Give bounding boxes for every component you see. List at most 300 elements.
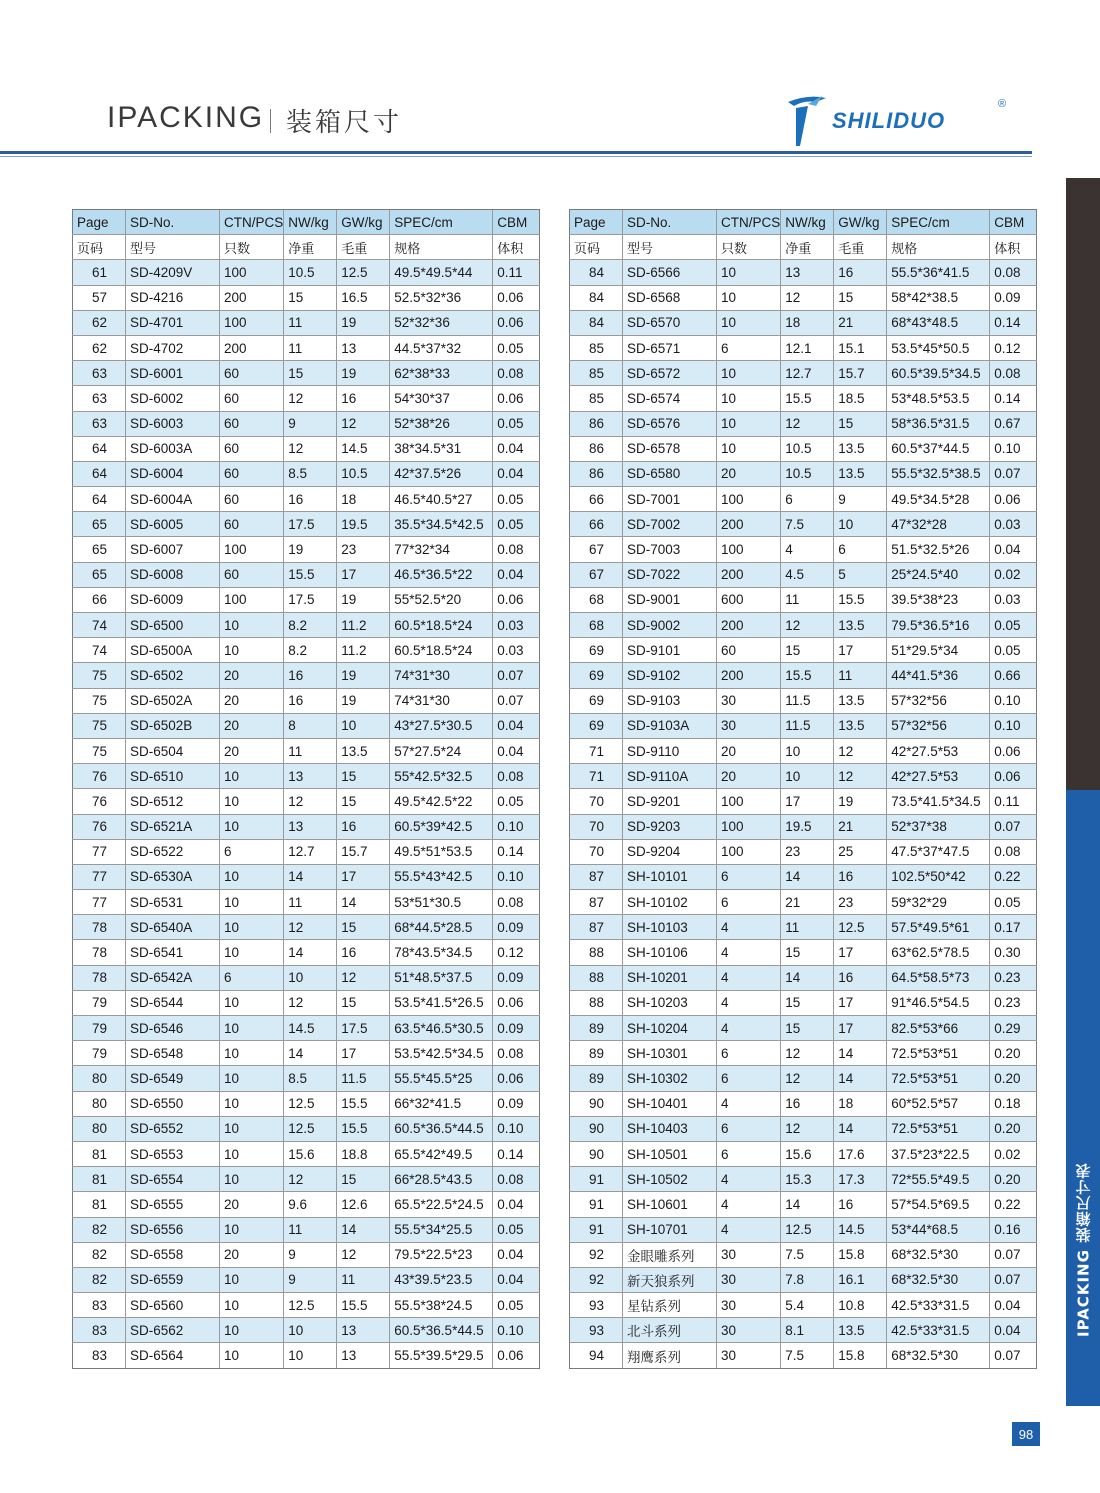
cell-sd-no: SD-7003 xyxy=(623,537,717,562)
cell-spec: 52*38*26 xyxy=(390,411,493,436)
cell-sd-no: SD-9002 xyxy=(623,613,717,638)
cell-page: 79 xyxy=(73,1041,126,1066)
cell-sd-no: 翔鹰系列 xyxy=(623,1343,717,1368)
table-row xyxy=(73,335,540,360)
cell-cbm: 0.06 xyxy=(493,587,540,612)
cell-gw: 15.5 xyxy=(337,1116,390,1141)
cell-ctn-pcs: 4 xyxy=(717,965,781,990)
cell-spec: 46.5*40.5*27 xyxy=(390,487,493,512)
table-row xyxy=(570,587,1037,612)
cell-spec: 57.5*49.5*61 xyxy=(887,915,990,940)
cell-gw: 17 xyxy=(337,562,390,587)
table-row xyxy=(73,1066,540,1091)
table-row xyxy=(570,1267,1037,1292)
cell-ctn-pcs: 10 xyxy=(220,864,284,889)
cell-gw: 15 xyxy=(337,1167,390,1192)
cell-sd-no: SH-10701 xyxy=(623,1217,717,1242)
cell-sd-no: SD-9204 xyxy=(623,839,717,864)
cell-gw: 10.8 xyxy=(834,1293,887,1318)
cell-cbm: 0.14 xyxy=(990,310,1037,335)
cell-nw: 12 xyxy=(284,789,337,814)
col-page-cn: 页码 xyxy=(73,235,126,260)
cell-nw: 12.5 xyxy=(781,1217,834,1242)
cell-cbm: 0.06 xyxy=(493,990,540,1015)
packing-table-left xyxy=(72,209,540,1369)
cell-sd-no: SD-6548 xyxy=(126,1041,220,1066)
table-row xyxy=(73,965,540,990)
cell-nw: 15.6 xyxy=(781,1141,834,1166)
table-row xyxy=(570,688,1037,713)
cell-spec: 55.5*32.5*38.5 xyxy=(887,461,990,486)
cell-gw: 12 xyxy=(337,1242,390,1267)
cell-nw: 4 xyxy=(781,537,834,562)
cell-sd-no: SD-6007 xyxy=(126,537,220,562)
title-separator xyxy=(270,109,271,133)
cell-cbm: 0.05 xyxy=(493,411,540,436)
cell-nw: 12.1 xyxy=(781,335,834,360)
cell-page: 68 xyxy=(570,587,623,612)
cell-gw: 11.5 xyxy=(337,1066,390,1091)
logo-swoosh-icon xyxy=(786,92,834,148)
cell-gw: 14 xyxy=(834,1066,887,1091)
cell-nw: 8 xyxy=(284,713,337,738)
table-row xyxy=(570,1091,1037,1116)
cell-nw: 12.5 xyxy=(284,1293,337,1318)
cell-gw: 17 xyxy=(834,638,887,663)
cell-page: 75 xyxy=(73,688,126,713)
cell-ctn-pcs: 6 xyxy=(717,1116,781,1141)
cell-nw: 15 xyxy=(284,361,337,386)
table-row xyxy=(570,1041,1037,1066)
cell-nw: 9.6 xyxy=(284,1192,337,1217)
cell-gw: 14.5 xyxy=(834,1217,887,1242)
col-page: Page xyxy=(73,210,126,235)
cell-gw: 14 xyxy=(337,1217,390,1242)
cell-gw: 13.5 xyxy=(834,1318,887,1343)
cell-ctn-pcs: 100 xyxy=(717,537,781,562)
table-row xyxy=(73,1343,540,1368)
cell-nw: 10 xyxy=(781,738,834,763)
cell-page: 66 xyxy=(73,587,126,612)
table-row xyxy=(73,562,540,587)
cell-ctn-pcs: 60 xyxy=(220,461,284,486)
cell-nw: 9 xyxy=(284,1267,337,1292)
cell-ctn-pcs: 10 xyxy=(717,260,781,285)
cell-ctn-pcs: 30 xyxy=(717,1267,781,1292)
cell-page: 63 xyxy=(73,361,126,386)
cell-page: 57 xyxy=(73,285,126,310)
cell-gw: 15 xyxy=(337,990,390,1015)
cell-sd-no: SH-10106 xyxy=(623,940,717,965)
cell-gw: 19 xyxy=(337,688,390,713)
cell-sd-no: SH-10601 xyxy=(623,1192,717,1217)
cell-spec: 37.5*23*22.5 xyxy=(887,1141,990,1166)
cell-sd-no: SD-4216 xyxy=(126,285,220,310)
cell-spec: 35.5*34.5*42.5 xyxy=(390,512,493,537)
cell-cbm: 0.29 xyxy=(990,1016,1037,1041)
cell-spec: 55*52.5*20 xyxy=(390,587,493,612)
cell-sd-no: SD-6500A xyxy=(126,638,220,663)
col-gw: GW/kg xyxy=(834,210,887,235)
cell-cbm: 0.04 xyxy=(493,1242,540,1267)
cell-spec: 57*32*56 xyxy=(887,688,990,713)
table-row xyxy=(73,512,540,537)
cell-gw: 10 xyxy=(337,713,390,738)
cell-gw: 16 xyxy=(337,940,390,965)
cell-gw: 18.8 xyxy=(337,1141,390,1166)
cell-spec: 72.5*53*51 xyxy=(887,1116,990,1141)
cell-sd-no: SH-10401 xyxy=(623,1091,717,1116)
cell-nw: 17.5 xyxy=(284,512,337,537)
cell-spec: 58*42*38.5 xyxy=(887,285,990,310)
cell-page: 82 xyxy=(73,1267,126,1292)
table-row xyxy=(73,436,540,461)
cell-ctn-pcs: 30 xyxy=(717,1343,781,1368)
cell-spec: 49.5*49.5*44 xyxy=(390,260,493,285)
cell-spec: 60.5*39.5*34.5 xyxy=(887,361,990,386)
cell-ctn-pcs: 10 xyxy=(717,310,781,335)
cell-spec: 44*41.5*36 xyxy=(887,663,990,688)
cell-ctn-pcs: 6 xyxy=(220,839,284,864)
table-row xyxy=(570,663,1037,688)
table-row xyxy=(73,537,540,562)
col-sd-no-cn: 型号 xyxy=(126,235,220,260)
table-row xyxy=(73,1041,540,1066)
cell-sd-no: SH-10201 xyxy=(623,965,717,990)
cell-cbm: 0.20 xyxy=(990,1116,1037,1141)
cell-gw: 21 xyxy=(834,814,887,839)
cell-gw: 13.5 xyxy=(834,688,887,713)
table-row xyxy=(73,587,540,612)
cell-gw: 11 xyxy=(337,1267,390,1292)
cell-cbm: 0.05 xyxy=(493,789,540,814)
cell-sd-no: SD-6540A xyxy=(126,915,220,940)
cell-cbm: 0.04 xyxy=(493,1267,540,1292)
cell-gw: 13 xyxy=(337,1343,390,1368)
cell-page: 65 xyxy=(73,512,126,537)
cell-cbm: 0.07 xyxy=(990,461,1037,486)
cell-cbm: 0.04 xyxy=(990,537,1037,562)
cell-spec: 58*36.5*31.5 xyxy=(887,411,990,436)
cell-nw: 7.5 xyxy=(781,1343,834,1368)
cell-cbm: 0.66 xyxy=(990,663,1037,688)
cell-cbm: 0.09 xyxy=(493,915,540,940)
cell-nw: 7.5 xyxy=(781,512,834,537)
cell-cbm: 0.08 xyxy=(493,1167,540,1192)
cell-spec: 49.5*42.5*22 xyxy=(390,789,493,814)
cell-ctn-pcs: 10 xyxy=(220,990,284,1015)
table-row xyxy=(73,1318,540,1343)
logo-text: SHILIDUO xyxy=(832,108,946,133)
cell-page: 83 xyxy=(73,1293,126,1318)
cell-sd-no: SH-10501 xyxy=(623,1141,717,1166)
cell-spec: 53*51*30.5 xyxy=(390,890,493,915)
cell-nw: 12 xyxy=(781,285,834,310)
cell-page: 63 xyxy=(73,411,126,436)
cell-cbm: 0.10 xyxy=(493,864,540,889)
cell-spec: 38*34.5*31 xyxy=(390,436,493,461)
cell-cbm: 0.20 xyxy=(990,1066,1037,1091)
cell-cbm: 0.08 xyxy=(990,260,1037,285)
cell-page: 80 xyxy=(73,1116,126,1141)
cell-spec: 44.5*37*32 xyxy=(390,335,493,360)
cell-ctn-pcs: 20 xyxy=(220,713,284,738)
cell-ctn-pcs: 100 xyxy=(717,487,781,512)
cell-page: 83 xyxy=(73,1318,126,1343)
cell-gw: 17.3 xyxy=(834,1167,887,1192)
cell-ctn-pcs: 60 xyxy=(220,411,284,436)
cell-spec: 72.5*53*51 xyxy=(887,1041,990,1066)
cell-gw: 17 xyxy=(834,940,887,965)
col-sd-no-cn: 型号 xyxy=(623,235,717,260)
cell-ctn-pcs: 4 xyxy=(717,1217,781,1242)
cell-cbm: 0.03 xyxy=(493,613,540,638)
cell-cbm: 0.04 xyxy=(493,562,540,587)
cell-nw: 19 xyxy=(284,537,337,562)
cell-ctn-pcs: 60 xyxy=(717,638,781,663)
cell-sd-no: SD-6522 xyxy=(126,839,220,864)
col-page-cn: 页码 xyxy=(570,235,623,260)
cell-cbm: 0.08 xyxy=(493,764,540,789)
cell-page: 77 xyxy=(73,839,126,864)
cell-page: 83 xyxy=(73,1343,126,1368)
cell-spec: 82.5*53*66 xyxy=(887,1016,990,1041)
cell-nw: 10 xyxy=(781,764,834,789)
cell-page: 92 xyxy=(570,1267,623,1292)
cell-gw: 15 xyxy=(337,789,390,814)
table-row xyxy=(570,1192,1037,1217)
table-row xyxy=(73,1016,540,1041)
cell-gw: 16.5 xyxy=(337,285,390,310)
cell-ctn-pcs: 10 xyxy=(717,361,781,386)
cell-gw: 12 xyxy=(834,738,887,763)
header-rule-thin xyxy=(0,156,1032,157)
cell-sd-no: SD-4702 xyxy=(126,335,220,360)
cell-cbm: 0.23 xyxy=(990,965,1037,990)
cell-gw: 14 xyxy=(834,1116,887,1141)
cell-nw: 11.5 xyxy=(781,713,834,738)
cell-nw: 9 xyxy=(284,1242,337,1267)
cell-ctn-pcs: 100 xyxy=(717,789,781,814)
table-row xyxy=(73,1091,540,1116)
cell-ctn-pcs: 4 xyxy=(717,1167,781,1192)
cell-gw: 19 xyxy=(337,310,390,335)
cell-nw: 17.5 xyxy=(284,587,337,612)
cell-ctn-pcs: 30 xyxy=(717,688,781,713)
cell-sd-no: SD-6578 xyxy=(623,436,717,461)
cell-nw: 12.5 xyxy=(284,1116,337,1141)
cell-nw: 12 xyxy=(781,613,834,638)
cell-spec: 53.5*41.5*26.5 xyxy=(390,990,493,1015)
cell-cbm: 0.03 xyxy=(990,512,1037,537)
header-row-en xyxy=(570,210,1037,235)
cell-ctn-pcs: 20 xyxy=(220,663,284,688)
cell-gw: 12 xyxy=(337,411,390,436)
table-row xyxy=(73,1116,540,1141)
cell-sd-no: SH-10403 xyxy=(623,1116,717,1141)
cell-page: 89 xyxy=(570,1066,623,1091)
table-row xyxy=(570,386,1037,411)
cell-cbm: 0.06 xyxy=(493,285,540,310)
cell-nw: 11 xyxy=(781,915,834,940)
cell-nw: 12 xyxy=(284,386,337,411)
cell-ctn-pcs: 60 xyxy=(220,512,284,537)
cell-gw: 18.5 xyxy=(834,386,887,411)
cell-nw: 12 xyxy=(284,436,337,461)
cell-sd-no: 新天狼系列 xyxy=(623,1267,717,1292)
cell-sd-no: SD-6553 xyxy=(126,1141,220,1166)
cell-cbm: 0.09 xyxy=(493,1091,540,1116)
cell-cbm: 0.10 xyxy=(493,814,540,839)
cell-page: 78 xyxy=(73,940,126,965)
table-row xyxy=(570,285,1037,310)
cell-spec: 53*44*68.5 xyxy=(887,1217,990,1242)
cell-ctn-pcs: 30 xyxy=(717,713,781,738)
cell-page: 89 xyxy=(570,1041,623,1066)
cell-cbm: 0.08 xyxy=(493,1041,540,1066)
cell-ctn-pcs: 6 xyxy=(717,864,781,889)
cell-spec: 60.5*39*42.5 xyxy=(390,814,493,839)
brand-logo xyxy=(786,92,1016,150)
cell-spec: 42*37.5*26 xyxy=(390,461,493,486)
cell-sd-no: SD-6552 xyxy=(126,1116,220,1141)
cell-ctn-pcs: 20 xyxy=(220,688,284,713)
cell-page: 77 xyxy=(73,864,126,889)
cell-nw: 14 xyxy=(284,940,337,965)
table-row xyxy=(570,562,1037,587)
cell-sd-no: SD-6001 xyxy=(126,361,220,386)
cell-spec: 60*52.5*57 xyxy=(887,1091,990,1116)
cell-cbm: 0.12 xyxy=(493,940,540,965)
table-row xyxy=(73,1242,540,1267)
cell-nw: 15.3 xyxy=(781,1167,834,1192)
cell-sd-no: SD-4209V xyxy=(126,260,220,285)
table-row xyxy=(570,1242,1037,1267)
cell-cbm: 0.06 xyxy=(990,487,1037,512)
cell-sd-no: SD-9101 xyxy=(623,638,717,663)
cell-spec: 65.5*22.5*24.5 xyxy=(390,1192,493,1217)
cell-nw: 15.5 xyxy=(781,386,834,411)
cell-gw: 15.5 xyxy=(337,1091,390,1116)
cell-gw: 17 xyxy=(337,864,390,889)
cell-sd-no: SD-6549 xyxy=(126,1066,220,1091)
cell-page: 82 xyxy=(73,1242,126,1267)
cell-page: 85 xyxy=(570,361,623,386)
cell-spec: 49.5*34.5*28 xyxy=(887,487,990,512)
col-ctn-pcs: CTN/PCS xyxy=(220,210,284,235)
table-row xyxy=(73,487,540,512)
table-row xyxy=(570,1293,1037,1318)
cell-ctn-pcs: 20 xyxy=(717,461,781,486)
cell-ctn-pcs: 200 xyxy=(717,512,781,537)
cell-cbm: 0.05 xyxy=(493,1293,540,1318)
cell-spec: 55.5*36*41.5 xyxy=(887,260,990,285)
cell-page: 69 xyxy=(570,688,623,713)
cell-page: 69 xyxy=(570,638,623,663)
header-rule xyxy=(0,151,1032,154)
cell-gw: 13.5 xyxy=(834,613,887,638)
cell-nw: 13 xyxy=(781,260,834,285)
table-row xyxy=(73,940,540,965)
cell-gw: 14.5 xyxy=(337,436,390,461)
cell-sd-no: SD-6008 xyxy=(126,562,220,587)
cell-ctn-pcs: 6 xyxy=(717,335,781,360)
cell-spec: 63.5*46.5*30.5 xyxy=(390,1016,493,1041)
cell-nw: 14 xyxy=(284,1041,337,1066)
cell-page: 88 xyxy=(570,965,623,990)
cell-page: 79 xyxy=(73,990,126,1015)
cell-ctn-pcs: 100 xyxy=(717,814,781,839)
cell-nw: 15 xyxy=(781,1016,834,1041)
cell-nw: 12 xyxy=(781,1041,834,1066)
table-row xyxy=(570,411,1037,436)
cell-spec: 47*32*28 xyxy=(887,512,990,537)
cell-sd-no: SD-6512 xyxy=(126,789,220,814)
cell-spec: 79.5*22.5*23 xyxy=(390,1242,493,1267)
cell-spec: 52*32*36 xyxy=(390,310,493,335)
cell-gw: 15 xyxy=(337,764,390,789)
cell-spec: 66*28.5*43.5 xyxy=(390,1167,493,1192)
cell-page: 75 xyxy=(73,713,126,738)
packing-table-right xyxy=(569,209,1037,1369)
cell-page: 81 xyxy=(73,1192,126,1217)
cell-ctn-pcs: 20 xyxy=(220,1242,284,1267)
cell-cbm: 0.67 xyxy=(990,411,1037,436)
table-row xyxy=(570,260,1037,285)
table-row xyxy=(73,1167,540,1192)
cell-spec: 55.5*45.5*25 xyxy=(390,1066,493,1091)
cell-cbm: 0.08 xyxy=(990,361,1037,386)
cell-cbm: 0.05 xyxy=(990,638,1037,663)
cell-cbm: 0.04 xyxy=(493,713,540,738)
cell-sd-no: SD-9103A xyxy=(623,713,717,738)
cell-sd-no: SH-10203 xyxy=(623,990,717,1015)
cell-page: 70 xyxy=(570,839,623,864)
cell-sd-no: SD-9103 xyxy=(623,688,717,713)
cell-sd-no: SH-10101 xyxy=(623,864,717,889)
table-row xyxy=(73,663,540,688)
cell-sd-no: SD-6502 xyxy=(126,663,220,688)
cell-nw: 18 xyxy=(781,310,834,335)
cell-gw: 16 xyxy=(834,864,887,889)
cell-page: 86 xyxy=(570,436,623,461)
cell-spec: 60.5*36.5*44.5 xyxy=(390,1116,493,1141)
cell-spec: 68*32.5*30 xyxy=(887,1267,990,1292)
cell-spec: 55*42.5*32.5 xyxy=(390,764,493,789)
cell-ctn-pcs: 200 xyxy=(717,562,781,587)
cell-gw: 16 xyxy=(834,965,887,990)
cell-page: 66 xyxy=(570,487,623,512)
cell-ctn-pcs: 200 xyxy=(220,335,284,360)
cell-ctn-pcs: 6 xyxy=(717,1066,781,1091)
cell-page: 78 xyxy=(73,915,126,940)
cell-cbm: 0.16 xyxy=(990,1217,1037,1242)
header-row-cn xyxy=(73,235,540,260)
table-row xyxy=(570,361,1037,386)
cell-spec: 42*27.5*53 xyxy=(887,738,990,763)
cell-spec: 55.5*39.5*29.5 xyxy=(390,1343,493,1368)
cell-spec: 42.5*33*31.5 xyxy=(887,1318,990,1343)
col-cbm: CBM xyxy=(990,210,1037,235)
cell-spec: 60.5*37*44.5 xyxy=(887,436,990,461)
cell-ctn-pcs: 10 xyxy=(220,789,284,814)
table-row xyxy=(73,764,540,789)
registered-mark: ® xyxy=(998,98,1007,110)
table-row xyxy=(570,638,1037,663)
cell-nw: 7.8 xyxy=(781,1267,834,1292)
cell-cbm: 0.07 xyxy=(493,663,540,688)
cell-spec: 51.5*32.5*26 xyxy=(887,537,990,562)
